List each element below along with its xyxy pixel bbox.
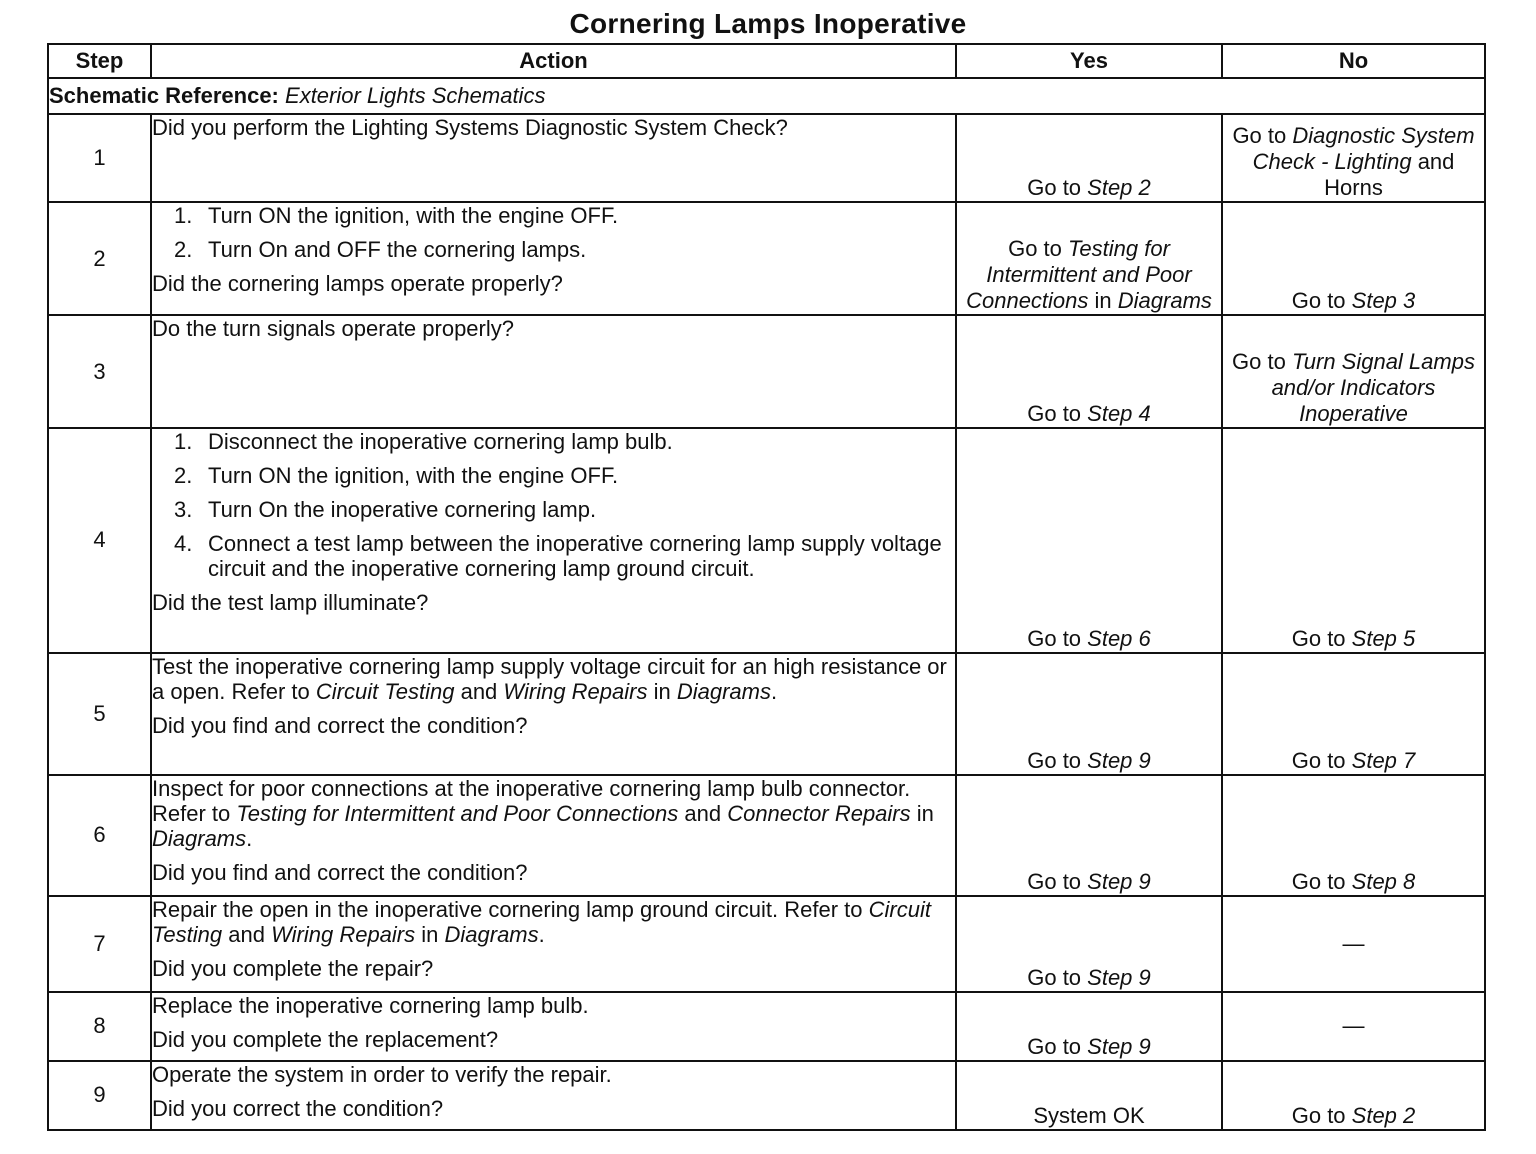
step-number: 5 <box>48 653 151 775</box>
yes-prefix: Go to <box>1027 868 1088 894</box>
action-reference: Wiring Repairs <box>271 921 416 947</box>
no-result <box>1222 992 1485 1061</box>
action-text-part: and <box>454 678 504 704</box>
no-prefix: Go to <box>1232 123 1293 149</box>
yes-result <box>956 992 1222 1061</box>
no-result <box>1222 653 1485 775</box>
step-action <box>151 896 956 992</box>
sub-step-number: 2. <box>174 237 193 263</box>
action-question: Did you correct the condition? <box>152 1095 444 1121</box>
yes-link: Step 6 <box>1087 625 1151 651</box>
action-text <box>152 776 955 851</box>
yes-prefix: Go to <box>1027 401 1088 427</box>
sub-step-text: Turn ON the ignition, with the engine OFF. <box>208 463 619 489</box>
schematic-reference <box>48 78 1485 114</box>
sub-step-text: Connect a test lamp between the inoperative cornering lamp supply voltage circuit and the inoperative cornering lamp ground circuit. <box>208 531 942 582</box>
table-row <box>48 202 1485 315</box>
action-reference: Diagrams <box>444 921 539 947</box>
sub-step-text: Turn ON the ignition, with the engine OFF. <box>208 203 619 229</box>
step-number: 9 <box>48 1061 151 1130</box>
no-link: Diagnostic System Check - Lighting <box>1252 123 1475 175</box>
step-number: 7 <box>48 896 151 992</box>
step-action <box>151 202 956 315</box>
yes-prefix: Go to <box>1027 175 1088 201</box>
step-action <box>151 1061 956 1130</box>
yes-prefix: Go to <box>1027 964 1088 990</box>
step-action <box>151 428 956 652</box>
action-text-part: Inspect for poor connections at the inoperative cornering lamp bulb connector. Refer to <box>152 775 911 826</box>
no-link: Turn Signal Lamps and/or Indicators Inoperative <box>1271 349 1475 427</box>
action-reference: Diagrams <box>152 825 247 851</box>
step-action <box>151 775 956 896</box>
sub-step <box>152 429 955 454</box>
no-prefix: Go to <box>1291 288 1352 314</box>
action-text: Replace the inoperative cornering lamp bulb. <box>152 992 589 1018</box>
yes-prefix: Go to <box>1027 747 1088 773</box>
table-row <box>48 1061 1485 1130</box>
action-reference: Connector Repairs <box>727 800 911 826</box>
sub-step-number: 2. <box>174 463 193 489</box>
table-row <box>48 653 1485 775</box>
no-result <box>1222 202 1485 315</box>
action-reference: Wiring Repairs <box>503 678 648 704</box>
action-text-part: . <box>246 825 253 851</box>
yes-result <box>956 775 1222 896</box>
action-text: Did you perform the Lighting Systems Diagnostic System Check? <box>152 115 788 141</box>
sub-step-number: 4. <box>174 531 193 557</box>
action-text-part: Repair the open in the inoperative cornering lamp ground circuit. Refer to <box>152 896 869 922</box>
diagnostic-table <box>47 43 1486 1131</box>
action-question: Did the test lamp illuminate? <box>152 590 429 616</box>
action-reference: Diagrams <box>676 678 771 704</box>
action-text-part: in <box>910 800 934 826</box>
no-result <box>1222 428 1485 652</box>
sub-step-text: Turn On the inoperative cornering lamp. <box>208 497 597 523</box>
yes-link: Step 9 <box>1087 964 1151 990</box>
yes-result <box>956 428 1222 652</box>
sub-step <box>152 463 955 488</box>
header-no: No <box>1222 44 1485 78</box>
table-row <box>48 992 1485 1061</box>
no-link: Step 3 <box>1351 288 1416 314</box>
no-result <box>1222 114 1485 202</box>
yes-result <box>956 896 1222 992</box>
action-question: Did you complete the replacement? <box>152 1026 499 1052</box>
no-dash: — <box>1342 930 1365 956</box>
header-action: Action <box>151 44 956 78</box>
step-action <box>151 114 956 202</box>
yes-prefix: Go to <box>1008 236 1068 262</box>
yes-link: Testing for Intermittent and Poor Connections <box>966 236 1192 314</box>
no-link: Step 8 <box>1351 868 1416 894</box>
header-step: Step <box>48 44 151 78</box>
step-action <box>151 653 956 775</box>
no-prefix: Go to <box>1291 1103 1352 1128</box>
page-title: Cornering Lamps Inoperative <box>569 8 967 39</box>
yes-link: Step 9 <box>1087 747 1151 773</box>
yes-mid: in <box>1088 288 1118 314</box>
action-question: Did you find and correct the condition? <box>152 859 528 885</box>
no-prefix: Go to <box>1291 625 1352 651</box>
action-text: Operate the system in order to verify the repair. <box>152 1061 612 1087</box>
no-link: Step 5 <box>1351 625 1416 651</box>
sub-step <box>152 531 955 581</box>
header-row <box>48 44 1485 78</box>
no-suffix: and Horns <box>1324 149 1455 201</box>
sub-step-number: 1. <box>174 429 193 455</box>
action-text-part: in <box>647 678 677 704</box>
action-question: Did you complete the repair? <box>152 955 434 981</box>
action-question: Did you find and correct the condition? <box>152 712 528 738</box>
yes-result <box>956 202 1222 315</box>
action-text <box>152 897 955 947</box>
no-result <box>1222 315 1485 428</box>
schematic-reference-row <box>48 78 1485 114</box>
action-reference: Testing for Intermittent and Poor Connections <box>236 800 679 826</box>
no-prefix: Go to <box>1291 747 1352 773</box>
action-text-part: Test the inoperative cornering lamp supply voltage circuit for an high resistance or a open. Refer to <box>152 653 947 704</box>
step-action <box>151 992 956 1061</box>
yes-link-2: Diagrams <box>1117 288 1212 314</box>
action-text-part: . <box>538 921 545 947</box>
action-reference: Circuit Testing <box>315 678 455 704</box>
yes-link: Step 2 <box>1087 175 1151 201</box>
sub-step-text: Turn On and OFF the cornering lamps. <box>208 237 587 263</box>
step-number: 3 <box>48 315 151 428</box>
yes-prefix: Go to <box>1027 1033 1088 1059</box>
step-number: 1 <box>48 114 151 202</box>
action-question: Did the cornering lamps operate properly? <box>152 271 563 297</box>
sub-step-number: 1. <box>174 203 193 229</box>
sub-step <box>152 203 955 228</box>
yes-link: Step 9 <box>1087 868 1151 894</box>
action-text-part: and <box>678 800 728 826</box>
sub-step-text: Disconnect the inoperative cornering lamp bulb. <box>208 429 673 455</box>
action-text <box>152 654 955 704</box>
action-text-part: . <box>770 678 778 704</box>
action-text-part: in <box>415 921 445 947</box>
table-row <box>48 315 1485 428</box>
yes-link: Step 9 <box>1087 1033 1151 1059</box>
yes-result <box>956 1061 1222 1130</box>
yes-link: Step 4 <box>1087 401 1151 427</box>
sub-step-number: 3. <box>174 497 193 523</box>
yes-result <box>956 315 1222 428</box>
step-number: 4 <box>48 428 151 652</box>
table-row <box>48 428 1485 652</box>
sub-step <box>152 237 955 262</box>
no-dash: — <box>1342 1013 1365 1039</box>
step-action <box>151 315 956 428</box>
table-row <box>48 114 1485 202</box>
yes-result <box>956 114 1222 202</box>
table-row <box>48 896 1485 992</box>
action-text: Do the turn signals operate properly? <box>152 316 514 342</box>
no-result <box>1222 896 1485 992</box>
yes-prefix: Go to <box>1027 625 1088 651</box>
action-text-part: and <box>222 921 272 947</box>
table-row <box>48 775 1485 896</box>
step-number: 2 <box>48 202 151 315</box>
no-link: Step 2 <box>1351 1103 1416 1128</box>
no-prefix: Go to <box>1291 868 1352 894</box>
header-yes: Yes <box>956 44 1222 78</box>
no-result <box>1222 1061 1485 1130</box>
step-number: 6 <box>48 775 151 896</box>
schematic-value: Exterior Lights Schematics <box>285 83 546 109</box>
no-result <box>1222 775 1485 896</box>
yes-text: System OK <box>1033 1103 1145 1128</box>
no-link: Step 7 <box>1351 747 1416 773</box>
action-reference: Circuit Testing <box>152 896 931 947</box>
sub-step <box>152 497 955 522</box>
schematic-label: Schematic Reference: <box>49 83 279 109</box>
yes-result <box>956 653 1222 775</box>
step-number: 8 <box>48 992 151 1061</box>
no-prefix: Go to <box>1232 349 1292 375</box>
